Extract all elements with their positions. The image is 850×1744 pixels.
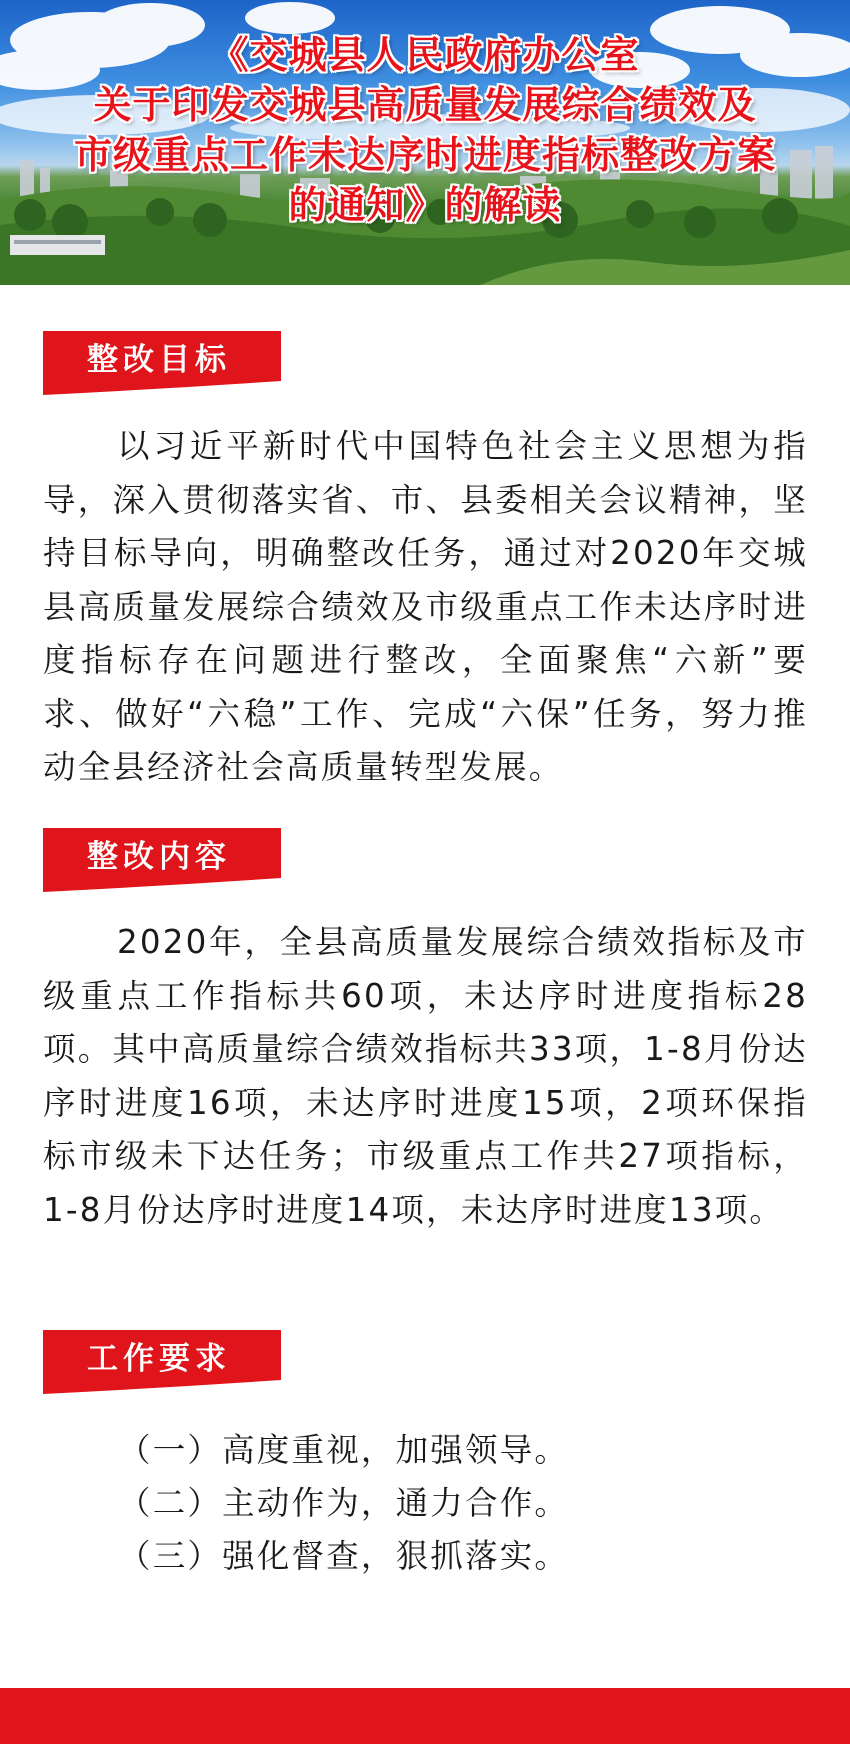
title-line: 《交城县人民政府办公室 [210,33,640,77]
content-paragraph: 2020年，全县高质量发展综合绩效指标及市级重点工作指标共60项，未达序时进度指标28项。其中高质量综合绩效指标共33项，1-8月份达序时进度16项，未达序时进度15项，2项环保指标市级未下达任务；市级重点工作共27项指标，1-8月份达序时进度14项，未达序时进度13项。 [43,923,808,1229]
section-label-text: 整改内容 [87,839,231,875]
list-item: （一）高度重视，加强领导。 [118,1431,570,1469]
list-item: （二）主动作为，通力合作。 [118,1484,570,1522]
requirements-list [118,1424,569,1583]
title-line: 关于印发交城县高质量发展综合绩效及 [93,83,757,127]
list-item: （三）强化督查，狠抓落实。 [118,1537,570,1575]
section-label-text: 整改目标 [87,342,231,378]
document-title [0,30,850,230]
goal-paragraph: 以习近平新时代中国特色社会主义思想为指导，深入贯彻落实省、市、县委相关会议精神，坚持目标导向，明确整改任务，通过对2020年交城县高质量发展综合绩效及市级重点工作未达序时进度指标存在问题进行整改，全面聚焦“六新”要求、做好“六稳”工作、完成“六保”任务，努力推动全县经济社会高质量转型发展。 [43,427,808,786]
section-label-text: 工作要求 [87,1341,231,1377]
section-label-content [43,828,281,892]
title-line: 市级重点工作未达序时进度指标整改方案 [73,133,776,177]
footer-bar [0,1688,850,1744]
section-label-goal [43,331,281,395]
section-label-requirements [43,1330,281,1394]
title-line: 的通知》的解读 [288,183,562,227]
header-banner [0,0,850,285]
